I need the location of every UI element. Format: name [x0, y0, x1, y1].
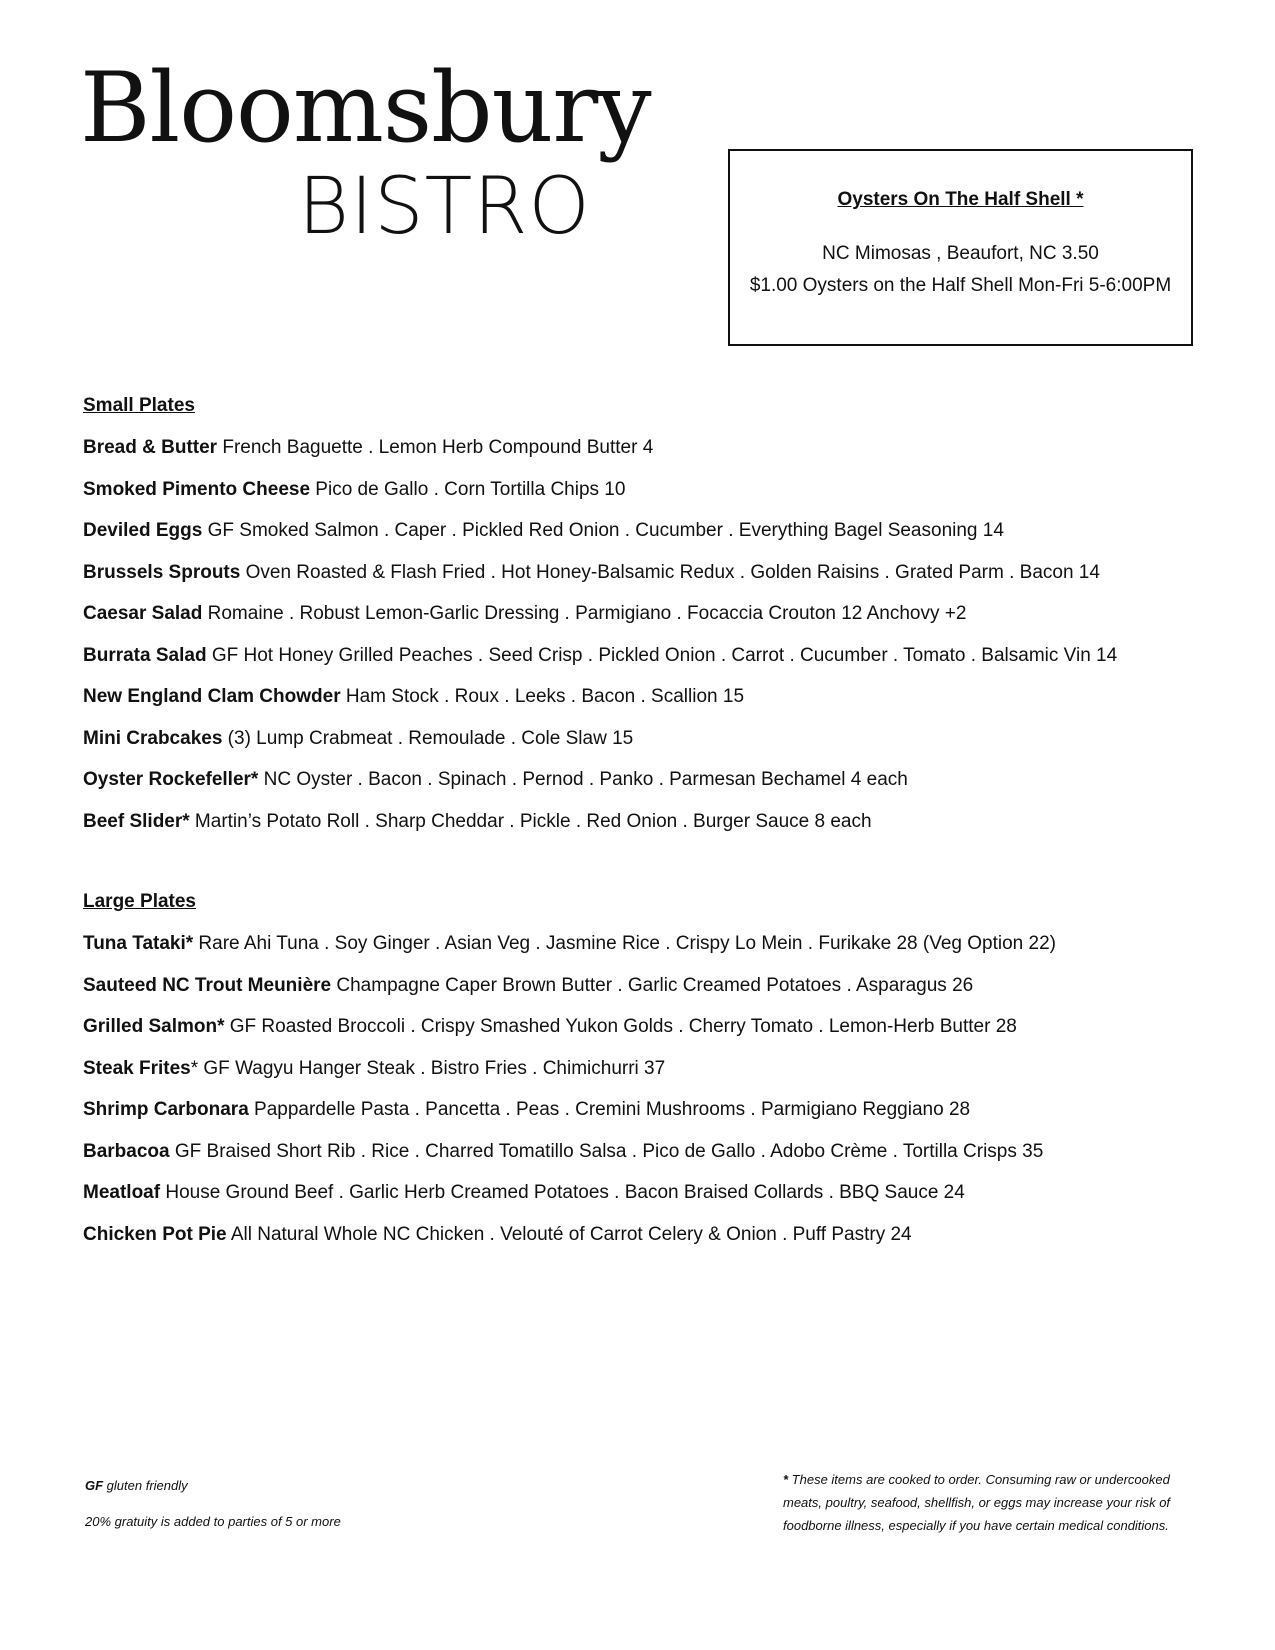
menu-item	[83, 510, 1117, 552]
menu-item-desc: All Natural Whole NC Chicken . Velouté of Carrot Celery & Onion . Puff Pastry 24	[226, 1223, 912, 1245]
large-plates-section	[83, 881, 1056, 1255]
menu-item	[83, 552, 1117, 594]
menu-item-name: Grilled Salmon*	[83, 1016, 225, 1037]
menu-item	[83, 1006, 1056, 1048]
menu-item-name: Shrimp Carbonara	[83, 1099, 249, 1120]
menu-item	[83, 1048, 1056, 1090]
menu-item	[83, 469, 1117, 511]
menu-item-name: New England Clam Chowder	[83, 686, 341, 707]
menu-item-name: Oyster Rockefeller*	[83, 769, 259, 790]
menu-item-name: Deviled Eggs	[83, 520, 203, 541]
warning-text: These items are cooked to order. Consuming raw or undercooked meats, poultry, seafood, shellfish, or eggs may increase your risk of foodborne illness, especially if you have certain medical conditions.	[783, 1472, 1171, 1533]
menu-item-name: Tuna Tataki*	[83, 933, 194, 954]
menu-item	[83, 1089, 1056, 1131]
menu-item-name: Beef Slider*	[83, 810, 190, 832]
menu-item	[83, 676, 1117, 718]
menu-item-name: Steak Frites	[83, 1057, 191, 1079]
menu-item-name: Chicken Pot Pie	[83, 1223, 227, 1245]
menu-item-name: Smoked Pimento Cheese	[83, 478, 311, 500]
menu-item-desc: Pappardelle Pasta . Pancetta . Peas . Cremini Mushrooms . Parmigiano Reggiano 28	[248, 1099, 971, 1120]
menu-item	[83, 965, 1056, 1007]
food-safety-warning	[783, 1468, 1203, 1537]
gf-legend	[85, 1478, 341, 1514]
logo-word-text: BISTRO	[298, 162, 591, 252]
restaurant-logo	[80, 52, 651, 260]
oyster-special-box	[728, 149, 1193, 346]
menu-item-desc: Rare Ahi Tuna . Soy Ginger . Asian Veg . Jasmine Rice . Crispy Lo Mein . Furikake 28 (Veg Option 22)	[193, 933, 1056, 954]
menu-item	[83, 718, 1117, 760]
menu-item-name: Mini Crabcakes	[83, 727, 223, 749]
gratuity-note: 20% gratuity is added to parties of 5 or more	[85, 1514, 341, 1529]
menu-item-desc: Ham Stock . Roux . Leeks . Bacon . Scallion 15	[340, 686, 745, 707]
menu-item-name: Burrata Salad	[83, 644, 207, 666]
menu-item-desc: House Ground Beef . Garlic Herb Creamed Potatoes . Bacon Braised Collards . BBQ Sauce 24	[160, 1182, 965, 1203]
menu-item-desc: GF Hot Honey Grilled Peaches . Seed Crisp . Pickled Onion . Carrot . Cucumber . Tomato . Balsamic Vin 14	[206, 644, 1118, 666]
menu-item-desc: NC Oyster . Bacon . Spinach . Pernod . Panko . Parmesan Bechamel 4 each	[258, 769, 908, 790]
menu-item-desc: Pico de Gallo . Corn Tortilla Chips 10	[310, 478, 626, 500]
menu-item-desc: Romaine . Robust Lemon-Garlic Dressing . Parmigiano . Focaccia Crouton 12 Anchovy +2	[202, 603, 967, 624]
menu-item-name: Bread & Butter	[83, 437, 218, 458]
warning-asterisk: *	[783, 1472, 789, 1487]
menu-item	[83, 1131, 1056, 1173]
oyster-special-title: Oysters On The Half Shell *	[837, 189, 1084, 210]
gf-abbreviation: GF	[85, 1478, 104, 1493]
footer-notes-left	[85, 1478, 341, 1550]
logo-script-text: Bloomsbury	[80, 52, 651, 164]
menu-item-desc: Champagne Caper Brown Butter . Garlic Creamed Potatoes . Asparagus 26	[331, 974, 974, 996]
menu-item-desc: GF Smoked Salmon . Caper . Pickled Red Onion . Cucumber . Everything Bagel Seasoning 14	[202, 520, 1004, 541]
menu-item	[83, 801, 1117, 843]
menu-item-name: Barbacoa	[83, 1140, 170, 1162]
gf-legend-label: gluten friendly	[103, 1478, 188, 1493]
menu-item	[83, 635, 1117, 677]
large-plates-title: Large Plates	[83, 891, 196, 912]
menu-item	[83, 1172, 1056, 1214]
menu-item-desc: French Baguette . Lemon Herb Compound Butter 4	[217, 437, 654, 458]
menu-item-desc: GF Roasted Broccoli . Crispy Smashed Yukon Golds . Cherry Tomato . Lemon-Herb Butter 28	[224, 1016, 1017, 1037]
small-plates-section	[83, 385, 1117, 842]
oyster-special-line-2: $1.00 Oysters on the Half Shell Mon-Fri 5-6:00PM	[749, 275, 1172, 296]
menu-item-name: Sauteed NC Trout Meunière	[83, 974, 332, 996]
menu-item-desc: GF Braised Short Rib . Rice . Charred Tomatillo Salsa . Pico de Gallo . Adobo Crème . Tortilla Crisps 35	[169, 1140, 1044, 1162]
menu-item-name: Meatloaf	[83, 1182, 161, 1203]
menu-item-name: Brussels Sprouts	[83, 561, 241, 583]
oyster-special-line-1: NC Mimosas , Beaufort, NC 3.50	[822, 243, 1099, 264]
menu-item-name: Caesar Salad	[83, 603, 203, 624]
menu-item-desc: Oven Roasted & Flash Fried . Hot Honey-Balsamic Redux . Golden Raisins . Grated Parm . Bacon 14	[240, 561, 1100, 583]
menu-item	[83, 923, 1056, 965]
menu-item-desc: Martin’s Potato Roll . Sharp Cheddar . Pickle . Red Onion . Burger Sauce 8 each	[189, 810, 872, 832]
menu-item-desc: (3) Lump Crabmeat . Remoulade . Cole Slaw 15	[222, 727, 634, 749]
menu-item-desc: * GF Wagyu Hanger Steak . Bistro Fries . Chimichurri 37	[190, 1057, 666, 1079]
menu-item	[83, 759, 1117, 801]
menu-item	[83, 427, 1117, 469]
menu-item	[83, 1214, 1056, 1256]
menu-item	[83, 593, 1117, 635]
small-plates-title: Small Plates	[83, 395, 195, 416]
